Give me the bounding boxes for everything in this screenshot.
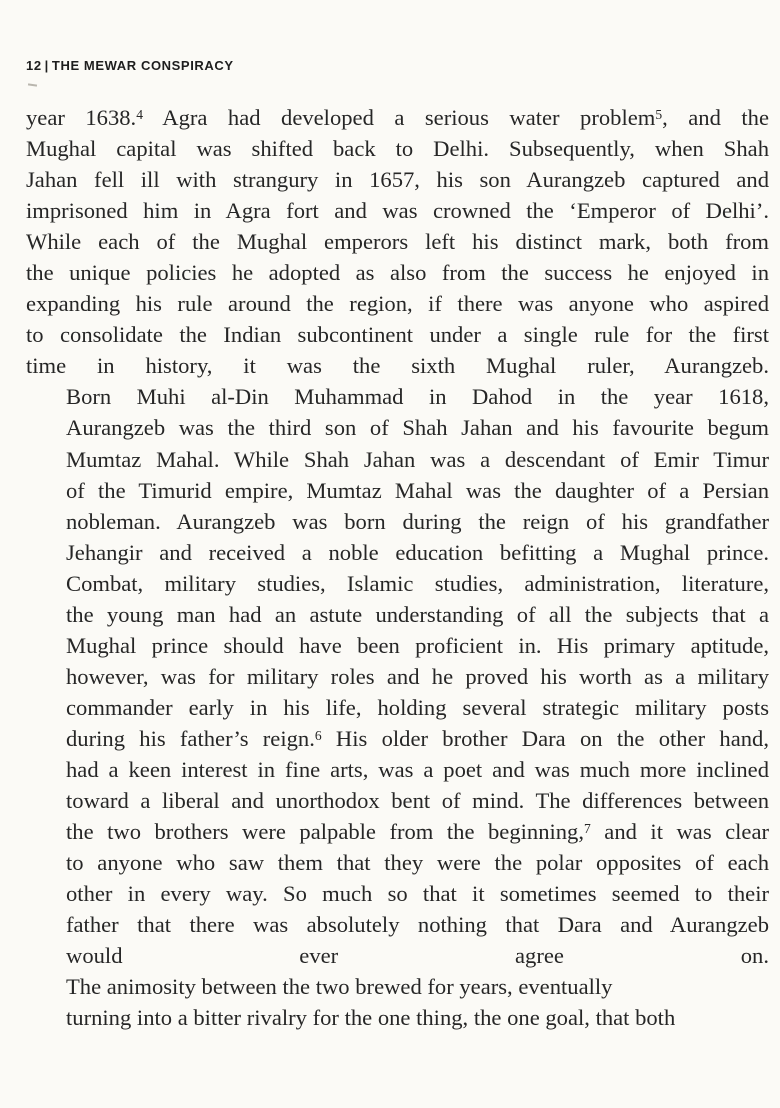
text-line (26, 195, 769, 226)
text-line (26, 909, 769, 940)
text-line (26, 661, 769, 692)
paragraph-3 (26, 971, 769, 1033)
text-run: however, was for military roles and he proved his worth as a military (66, 663, 769, 689)
text-run: Jehangir and received a noble education befitting a Mughal prince. (66, 539, 769, 565)
text-run: Agra had developed a serious water problem (143, 105, 656, 130)
text-run: Mughal capital was shifted back to Delhi. Subsequently, when Shah (26, 136, 769, 162)
text-run: His older brother Dara on the other hand, (321, 725, 769, 751)
text-line (26, 537, 769, 568)
paragraph-1 (26, 102, 769, 381)
text-line (26, 133, 769, 164)
text-run: Aurangzeb was the third son of Shah Jahan and his favourite begum (66, 415, 769, 441)
text-run: the young man had an astute understanding of all the subjects that a (66, 601, 769, 627)
text-run: would ever agree on. (66, 943, 769, 969)
text-run: Mumtaz Mahal. While Shah Jahan was a descendant of Emir Timur (66, 446, 769, 472)
text-line (26, 102, 769, 133)
text-line (26, 381, 769, 412)
text-line (26, 1002, 769, 1033)
text-run: father that there was absolutely nothing that Dara and Aurangzeb (66, 912, 769, 938)
text-run: to consolidate the Indian subcontinent under a single rule for the first (26, 322, 769, 348)
text-run: year 1638. (26, 105, 137, 130)
text-line (26, 475, 769, 506)
text-line (26, 816, 769, 847)
text-run: imprisoned him in Agra fort and was crowned the ‘Emperor of Delhi’. (26, 198, 769, 224)
text-line (26, 412, 769, 443)
text-run: Jahan fell ill with strangury in 1657, his son Aurangzeb captured and (26, 167, 769, 193)
text-line (26, 785, 769, 816)
text-line (26, 754, 769, 785)
text-run: Combat, military studies, Islamic studies, administration, literature, (66, 570, 769, 596)
text-run: time in history, it was the sixth Mughal ruler, Aurangzeb. (26, 353, 769, 379)
footnote-marker: 6 (314, 727, 322, 743)
paragraph-2 (26, 381, 769, 971)
running-header (26, 58, 234, 73)
text-line (26, 568, 769, 599)
body-text (26, 102, 769, 1033)
text-run: The animosity between the two brewed for years, eventually (66, 974, 613, 1000)
text-line (26, 878, 769, 909)
text-line (26, 319, 769, 350)
text-run: and it was clear (590, 819, 770, 845)
page-number: 12 (26, 58, 42, 73)
text-run: to anyone who saw them that they were the polar opposites of each (66, 850, 769, 876)
footnote-marker: 7 (584, 820, 591, 836)
text-run: during his father’s reign. (66, 725, 315, 751)
header-mark (28, 83, 37, 86)
text-line (26, 971, 769, 1002)
text-line (26, 692, 769, 723)
book-title: THE MEWAR CONSPIRACY (51, 58, 234, 73)
text-line (26, 444, 769, 475)
text-line (26, 164, 769, 195)
text-line (26, 940, 769, 971)
text-run: While each of the Mughal emperors left his distinct mark, both from (26, 229, 769, 255)
text-line (26, 723, 769, 754)
footnote-marker: 4 (136, 106, 143, 122)
header-separator: | (44, 58, 49, 73)
text-run: the two brothers were palpable from the beginning, (66, 819, 585, 845)
text-run: commander early in his life, holding several strategic military posts (66, 694, 769, 720)
text-run: turning into a bitter rivalry for the one thing, the one goal, that both (66, 1005, 676, 1031)
text-run: toward a liberal and unorthodox bent of mind. The differences between (66, 788, 769, 814)
text-line (26, 630, 769, 661)
text-run: expanding his rule around the region, if there was anyone who aspired (26, 291, 769, 317)
text-run: Born Muhi al-Din Muhammad in Dahod in the year 1618, (66, 384, 769, 410)
text-run: of the Timurid empire, Mumtaz Mahal was the daughter of a Persian (66, 477, 769, 503)
text-line (26, 506, 769, 537)
text-run: other in every way. So much so that it sometimes seemed to their (66, 881, 769, 907)
text-line (26, 599, 769, 630)
text-line (26, 847, 769, 878)
text-line (26, 257, 769, 288)
text-run: nobleman. Aurangzeb was born during the reign of his grandfather (66, 508, 769, 534)
text-line (26, 288, 769, 319)
footnote-marker: 5 (655, 106, 663, 122)
text-run: Mughal prince should have been proficient in. His primary aptitude, (66, 632, 769, 658)
text-run: , and the (662, 105, 770, 130)
text-line (26, 350, 769, 381)
text-run: the unique policies he adopted as also from the success he enjoyed in (26, 260, 769, 286)
text-line (26, 226, 769, 257)
text-run: had a keen interest in fine arts, was a poet and was much more inclined (66, 756, 769, 782)
